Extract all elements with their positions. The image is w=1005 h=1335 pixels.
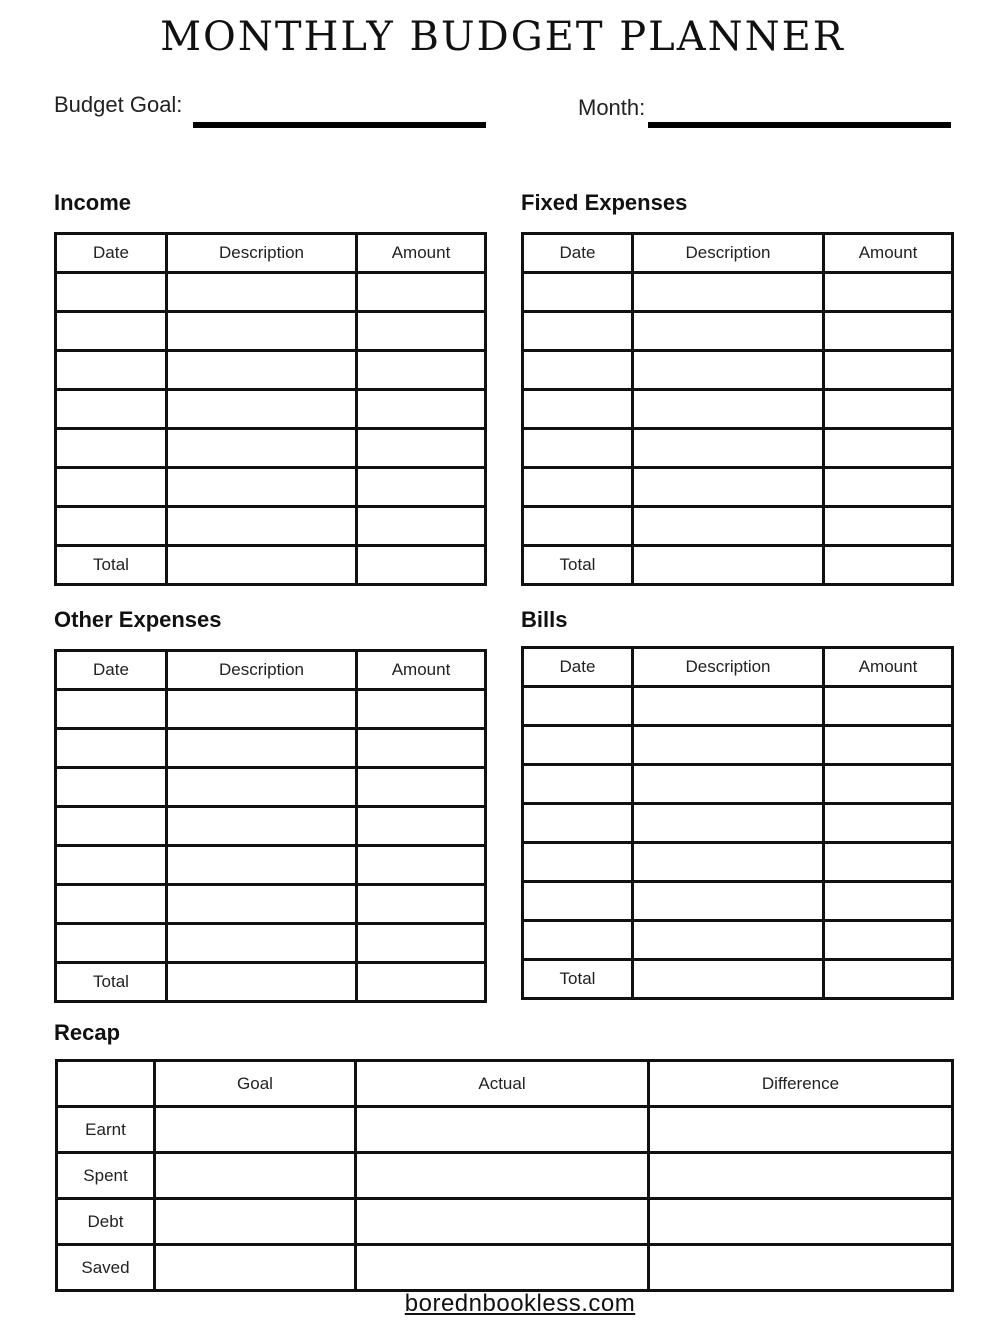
table-cell[interactable] <box>357 507 486 546</box>
header-row <box>523 234 953 273</box>
column-header: Date <box>56 234 167 273</box>
table-cell[interactable] <box>633 921 824 960</box>
table-cell[interactable] <box>167 807 357 846</box>
table-cell[interactable] <box>357 351 486 390</box>
total-label: Total <box>56 546 167 585</box>
column-header: Date <box>523 234 633 273</box>
table-cell[interactable] <box>523 726 633 765</box>
page-title: MONTHLY BUDGET PLANNER <box>160 14 845 60</box>
table-cell[interactable] <box>357 885 486 924</box>
column-header: Description <box>167 234 357 273</box>
table-cell[interactable] <box>56 885 167 924</box>
table-cell[interactable] <box>357 312 486 351</box>
budget-goal-label: Budget Goal: <box>54 92 183 117</box>
table-cell[interactable] <box>523 921 633 960</box>
table-cell[interactable] <box>167 885 357 924</box>
table-cell[interactable] <box>56 390 167 429</box>
recap-cell[interactable] <box>155 1245 356 1291</box>
table-cell[interactable] <box>56 924 167 963</box>
table-cell[interactable] <box>824 804 953 843</box>
table-row <box>56 729 486 768</box>
recap-column-header <box>57 1061 155 1107</box>
table-cell[interactable] <box>56 729 167 768</box>
table-row <box>523 804 953 843</box>
table-row <box>56 468 486 507</box>
table-cell[interactable] <box>824 312 953 351</box>
table-cell[interactable] <box>824 546 953 585</box>
table-cell[interactable] <box>633 546 824 585</box>
table-row <box>523 273 953 312</box>
income-table <box>54 232 487 586</box>
table-cell[interactable] <box>357 963 486 1002</box>
other-expenses-heading: Other Expenses <box>54 607 222 632</box>
table-cell[interactable] <box>357 546 486 585</box>
table-row <box>56 807 486 846</box>
table-cell[interactable] <box>633 882 824 921</box>
table-row <box>523 726 953 765</box>
recap-cell[interactable] <box>155 1199 356 1245</box>
budget-goal-field[interactable] <box>193 122 486 128</box>
table-cell[interactable] <box>357 729 486 768</box>
table-cell[interactable] <box>824 843 953 882</box>
column-header: Description <box>633 648 824 687</box>
table-cell[interactable] <box>167 390 357 429</box>
table-cell[interactable] <box>167 924 357 963</box>
table-cell[interactable] <box>56 768 167 807</box>
table-cell[interactable] <box>167 768 357 807</box>
table-cell[interactable] <box>523 429 633 468</box>
recap-row-label: Earnt <box>57 1107 155 1153</box>
table-row <box>56 690 486 729</box>
recap-cell[interactable] <box>356 1153 649 1199</box>
table-cell[interactable] <box>523 804 633 843</box>
table-cell[interactable] <box>523 273 633 312</box>
table-row <box>56 312 486 351</box>
column-header: Amount <box>824 648 953 687</box>
table-cell[interactable] <box>633 843 824 882</box>
recap-row-label: Spent <box>57 1153 155 1199</box>
table-cell[interactable] <box>56 468 167 507</box>
recap-column-header: Goal <box>155 1061 356 1107</box>
recap-cell[interactable] <box>649 1245 953 1291</box>
month-label: Month: <box>578 95 646 120</box>
recap-column-header: Difference <box>649 1061 953 1107</box>
table-row <box>56 846 486 885</box>
recap-row-label: Debt <box>57 1199 155 1245</box>
table-cell[interactable] <box>523 312 633 351</box>
total-label: Total <box>523 546 633 585</box>
table-cell[interactable] <box>357 390 486 429</box>
table-cell[interactable] <box>56 273 167 312</box>
table-cell[interactable] <box>633 765 824 804</box>
recap-heading: Recap <box>54 1020 121 1045</box>
table-cell[interactable] <box>167 546 357 585</box>
table-cell[interactable] <box>633 468 824 507</box>
table-row <box>523 765 953 804</box>
table-cell[interactable] <box>56 690 167 729</box>
table-cell[interactable] <box>523 468 633 507</box>
other-expenses-table <box>54 649 487 1003</box>
recap-cell[interactable] <box>649 1153 953 1199</box>
total-row <box>523 960 953 999</box>
table-cell[interactable] <box>167 729 357 768</box>
table-row <box>56 885 486 924</box>
table-cell[interactable] <box>523 882 633 921</box>
table-row <box>56 273 486 312</box>
table-cell[interactable] <box>167 312 357 351</box>
table-cell[interactable] <box>824 687 953 726</box>
table-cell[interactable] <box>824 390 953 429</box>
table-cell[interactable] <box>824 468 953 507</box>
total-label: Total <box>56 963 167 1002</box>
bills-table <box>521 646 954 1000</box>
fixed-expenses-table <box>521 232 954 586</box>
table-cell[interactable] <box>633 507 824 546</box>
table-cell[interactable] <box>824 507 953 546</box>
table-cell[interactable] <box>824 921 953 960</box>
recap-cell[interactable] <box>356 1199 649 1245</box>
table-cell[interactable] <box>824 960 953 999</box>
table-row <box>523 468 953 507</box>
month-field[interactable] <box>648 122 951 128</box>
table-cell[interactable] <box>56 807 167 846</box>
recap-row <box>57 1199 953 1245</box>
recap-cell[interactable] <box>649 1199 953 1245</box>
fixed-expenses-heading: Fixed Expenses <box>521 190 688 215</box>
table-cell[interactable] <box>167 273 357 312</box>
recap-cell[interactable] <box>356 1107 649 1153</box>
recap-row <box>57 1245 953 1291</box>
table-row <box>56 924 486 963</box>
table-cell[interactable] <box>167 846 357 885</box>
table-cell[interactable] <box>523 351 633 390</box>
total-row <box>523 546 953 585</box>
recap-cell[interactable] <box>356 1245 649 1291</box>
column-header: Description <box>633 234 824 273</box>
recap-cell[interactable] <box>155 1153 356 1199</box>
table-cell[interactable] <box>56 507 167 546</box>
table-cell[interactable] <box>56 312 167 351</box>
table-cell[interactable] <box>357 690 486 729</box>
total-label: Total <box>523 960 633 999</box>
table-cell[interactable] <box>523 390 633 429</box>
table-cell[interactable] <box>824 351 953 390</box>
table-cell[interactable] <box>824 429 953 468</box>
table-cell[interactable] <box>633 687 824 726</box>
column-header: Amount <box>357 234 486 273</box>
column-header: Amount <box>824 234 953 273</box>
table-cell[interactable] <box>56 351 167 390</box>
table-cell[interactable] <box>357 807 486 846</box>
table-row <box>523 507 953 546</box>
recap-table <box>55 1059 954 1292</box>
table-cell[interactable] <box>523 687 633 726</box>
table-cell[interactable] <box>167 963 357 1002</box>
table-row <box>56 429 486 468</box>
table-row <box>56 351 486 390</box>
table-row <box>523 921 953 960</box>
recap-cell[interactable] <box>649 1107 953 1153</box>
header-row <box>56 651 486 690</box>
table-cell[interactable] <box>167 507 357 546</box>
table-cell[interactable] <box>633 390 824 429</box>
table-row <box>523 429 953 468</box>
recap-row <box>57 1153 953 1199</box>
table-row <box>56 507 486 546</box>
recap-row-label: Saved <box>57 1245 155 1291</box>
total-row <box>56 546 486 585</box>
table-cell[interactable] <box>56 429 167 468</box>
recap-column-header: Actual <box>356 1061 649 1107</box>
table-cell[interactable] <box>56 846 167 885</box>
table-row <box>523 351 953 390</box>
column-header: Description <box>167 651 357 690</box>
table-cell[interactable] <box>167 690 357 729</box>
recap-header-row <box>57 1061 953 1107</box>
table-cell[interactable] <box>824 726 953 765</box>
recap-row <box>57 1107 953 1153</box>
table-cell[interactable] <box>357 846 486 885</box>
table-row <box>523 312 953 351</box>
table-cell[interactable] <box>523 843 633 882</box>
table-row <box>523 390 953 429</box>
table-row <box>523 882 953 921</box>
table-cell[interactable] <box>357 924 486 963</box>
table-cell[interactable] <box>167 351 357 390</box>
table-cell[interactable] <box>357 468 486 507</box>
table-cell[interactable] <box>357 429 486 468</box>
table-cell[interactable] <box>357 273 486 312</box>
table-cell[interactable] <box>824 882 953 921</box>
table-cell[interactable] <box>523 507 633 546</box>
table-cell[interactable] <box>633 351 824 390</box>
table-cell[interactable] <box>633 273 824 312</box>
column-header: Amount <box>357 651 486 690</box>
table-row <box>523 687 953 726</box>
income-heading: Income <box>54 190 132 215</box>
recap-cell[interactable] <box>155 1107 356 1153</box>
table-row <box>56 768 486 807</box>
table-cell[interactable] <box>633 726 824 765</box>
table-cell[interactable] <box>357 768 486 807</box>
footer-link[interactable]: borednbookless.com <box>404 1290 636 1317</box>
table-row <box>56 390 486 429</box>
header-row <box>56 234 486 273</box>
table-cell[interactable] <box>167 468 357 507</box>
table-cell[interactable] <box>633 429 824 468</box>
table-cell[interactable] <box>167 429 357 468</box>
total-row <box>56 963 486 1002</box>
table-cell[interactable] <box>633 312 824 351</box>
column-header: Date <box>56 651 167 690</box>
header-row <box>523 648 953 687</box>
table-cell[interactable] <box>633 960 824 999</box>
table-cell[interactable] <box>633 804 824 843</box>
table-cell[interactable] <box>523 765 633 804</box>
table-cell[interactable] <box>824 273 953 312</box>
bills-heading: Bills <box>521 607 568 632</box>
table-row <box>523 843 953 882</box>
column-header: Date <box>523 648 633 687</box>
table-cell[interactable] <box>824 765 953 804</box>
